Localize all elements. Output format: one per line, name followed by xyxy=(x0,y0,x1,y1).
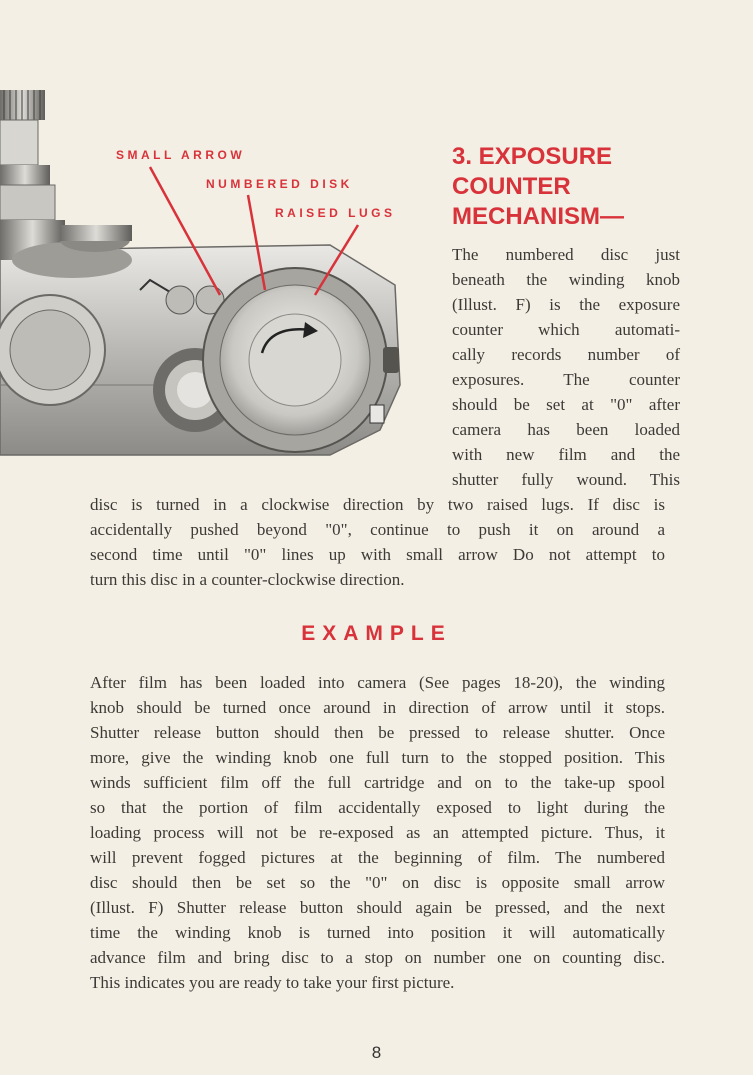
example-heading: EXAMPLE xyxy=(301,622,452,645)
callout-raised-lugs: RAISED LUGS xyxy=(275,206,396,220)
text-line: shutter fully wound. This xyxy=(452,470,680,489)
text-line: counter which automati- xyxy=(452,320,680,339)
callout-numbered-disk: NUMBERED DISK xyxy=(206,177,353,191)
text-line: loading process will not be re-exposed as an attempted picture. Thus, it xyxy=(90,823,665,842)
text-line: accidentally pushed beyond "0", continue to push it on around a xyxy=(90,520,665,539)
camera-illustration xyxy=(0,85,420,465)
text-line: second time until "0" lines up with small arrow Do not attempt to xyxy=(90,545,665,564)
text-line: (Illust. F) is the exposure xyxy=(452,295,680,314)
text-line: cally records number of xyxy=(452,345,680,364)
text-line: beneath the winding knob xyxy=(452,270,680,289)
page-number: 8 xyxy=(371,1043,382,1062)
text-line: (Illust. F) Shutter release button should again be pressed, and the next xyxy=(90,898,665,917)
section-heading-line: 3. EXPOSURE xyxy=(452,143,613,170)
section-heading xyxy=(452,142,732,232)
text-line: camera has been loaded xyxy=(452,420,680,439)
text-line: This indicates you are ready to take your first picture. xyxy=(90,973,455,992)
text-line: disc should then be set so the "0" on disc is opposite small arrow xyxy=(90,873,665,892)
text-line: exposures. The counter xyxy=(452,370,680,389)
text-line: time the winding knob is turned into position it will automatically xyxy=(90,923,665,942)
text-line: After film has been loaded into camera (See pages 18-20), the winding xyxy=(90,673,665,692)
text-line: Shutter release button should then be pressed to release shutter. Once xyxy=(90,723,665,742)
text-line: disc is turned in a clockwise direction by two raised lugs. If disc is xyxy=(90,495,665,514)
text-line: knob should be turned once around in direction of arrow until it stops. xyxy=(90,698,665,717)
section-heading-line: MECHANISM— xyxy=(452,203,624,230)
text-line: should be set at "0" after xyxy=(452,395,680,414)
text-line: The numbered disc just xyxy=(452,245,680,264)
text-line: more, give the winding knob one full turn to the stopped position. This xyxy=(90,748,665,767)
text-line: winds sufficient film off the full cartridge and on to the take-up spool xyxy=(90,773,665,792)
section-heading-line: COUNTER xyxy=(452,173,571,200)
text-line: will prevent fogged pictures at the beginning of film. The numbered xyxy=(90,848,665,867)
continued-paragraph xyxy=(90,492,665,592)
text-line: with new film and the xyxy=(452,445,680,464)
side-paragraph xyxy=(452,242,680,492)
text-line: advance film and bring disc to a stop on number one on counting disc. xyxy=(90,948,665,967)
callout-small-arrow: SMALL ARROW xyxy=(116,148,246,162)
text-line: turn this disc in a counter-clockwise direction. xyxy=(90,570,405,589)
text-line: so that the portion of film accidentally exposed to light during the xyxy=(90,798,665,817)
example-paragraph xyxy=(90,670,665,995)
